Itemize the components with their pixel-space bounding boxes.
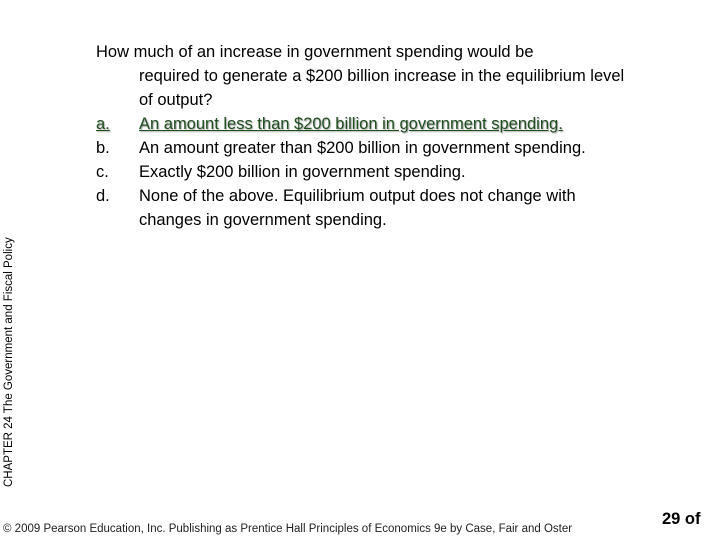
footer-book: Principles of Economics 9e by Case, Fair and Oster <box>308 523 573 535</box>
option-a-letter: a. <box>96 115 110 133</box>
question-block <box>96 40 641 232</box>
option-d-letter: d. <box>96 187 110 205</box>
question-stem-line1: How much of an increase in government spending would be <box>96 43 534 61</box>
option-c-text: Exactly $200 billion in government spending. <box>139 163 466 181</box>
option-b <box>96 136 641 160</box>
option-c <box>96 160 641 184</box>
option-c-letter: c. <box>96 163 109 181</box>
option-a <box>96 112 641 136</box>
option-b-letter: b. <box>96 139 110 157</box>
footer <box>3 523 572 535</box>
footer-copyright: © 2009 Pearson Education, Inc. Publishing as Prentice Hall <box>3 523 306 535</box>
option-d-text: None of the above. Equilibrium output does not change with changes in government spending. <box>139 187 576 229</box>
page-number: 29 of <box>662 510 701 528</box>
option-b-text: An amount greater than $200 billion in government spending. <box>139 139 586 157</box>
chapter-side-label: CHAPTER 24 The Government and Fiscal Policy <box>3 237 15 487</box>
option-d <box>96 184 641 232</box>
answer-options <box>96 112 641 232</box>
option-a-text: An amount less than $200 billion in government spending. <box>139 115 563 133</box>
question-stem-rest: required to generate a $200 billion increase in the equilibrium level of output? <box>139 67 625 109</box>
